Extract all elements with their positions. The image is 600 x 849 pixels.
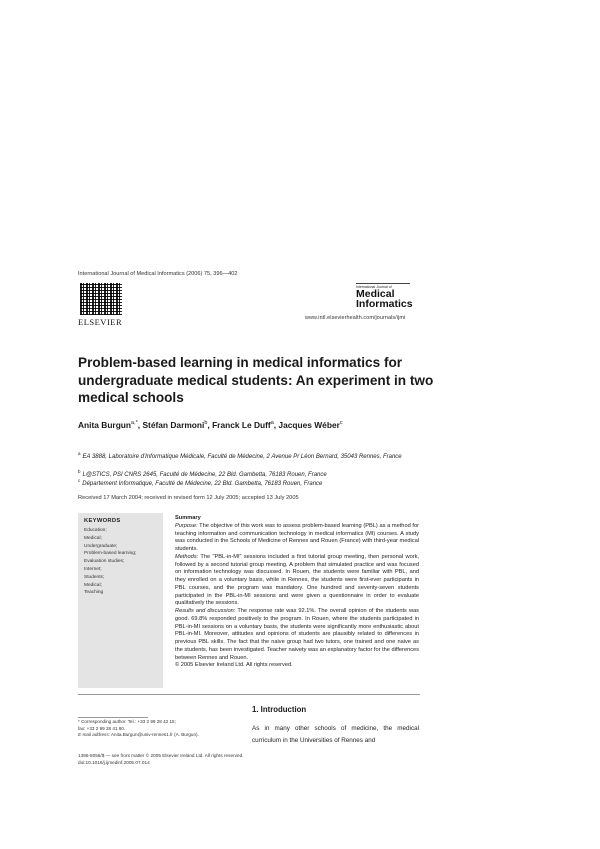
affiliation-marker: a <box>78 451 81 456</box>
summary-results <box>175 608 419 662</box>
keyword-item: Evaluation studies; <box>84 559 125 565</box>
author-name: Stéfan Darmoni <box>142 420 205 430</box>
journal-logo-rule <box>356 283 410 284</box>
results-text: The response rate was 92.1%. The overall opinion of the students was good. 69.8% responded positively to the program. In Rouen, where the students participated in PBL-in-MI sessions on a voluntary basis, the students were significantly more enthusiastic about PBL-in-MI. Moreover, attitudes and opinions of students are plausibly related to differences in previous PBL skills. The fact that the naive group had two tutors, one trained and one naive as the students, has been investigated. Teacher naivety was an explanatory factor for the differences between Rennes and Rouen. <box>175 608 419 661</box>
author-separator: , <box>273 420 279 430</box>
issn-doi <box>78 752 244 766</box>
methods-text: The "PBL-in-MI" sessions included a first tutorial group meeting, then personal work, followed by a second tutorial group meeting. A problem that simulated practice and was focused on information technology was discussed. In Rouen, the students were familiar with PBL, and they enrolled on a voluntary basis, while in Rennes, the students were first-ever participants in PBL courses, and the program was mandatory. One hundred and seventy-seven students participated in the PBL-in-MI sessions and were given a questionnaire in order to evaluate qualitatively the sessions. <box>175 553 419 607</box>
purpose-text: The objective of this work was to assess problem-based learning (PBL) as a method for teaching information and communication technology in medical informatics (MI) courses. A study was conducted in the Schools of Medicine of Rennes and Rouen (France) with third-year medical students. <box>175 522 419 552</box>
summary-methods <box>175 554 419 608</box>
purpose-label: Purpose: <box>175 522 198 529</box>
keyword-item: Undergraduate; <box>84 543 118 549</box>
results-label: Results and discussion: <box>175 608 236 614</box>
summary-copyright: © 2005 Elsevier Ireland Ltd. All rights reserved. <box>175 662 293 669</box>
summary-divider <box>78 694 420 695</box>
keyword-item: Education; <box>84 528 107 533</box>
email-label: E-mail address: <box>78 732 110 738</box>
email-link[interactable]: Anita.Burgun@univ-rennes1.fr (A. Burgun). <box>109 732 199 738</box>
author-marker[interactable]: a <box>270 420 274 427</box>
elsevier-tree-icon <box>80 283 122 315</box>
issn-line: 1386-5056/$ — see front matter © 2005 Elsevier Ireland Ltd. All rights reserved. <box>78 753 244 758</box>
journal-citation: International Journal of Medical Informatics (2006) 75, 396—402 <box>78 271 238 277</box>
author-separator: , <box>137 420 143 430</box>
elsevier-logo <box>78 283 124 327</box>
article-title: Problem-based learning in medical informatics for undergraduate medical students: An experiment in two medical schools <box>78 355 434 405</box>
affiliation <box>78 449 428 462</box>
author-name: Anita Burgun <box>78 420 132 430</box>
author-list <box>78 420 343 430</box>
affiliation-text: EA 3888, Laboratoire d'Informatique Médicale, Faculté de Médecine, 2 Avenue Pr Léon Bernard, 35043 Rennes, France <box>82 454 402 460</box>
keyword-item: Students; <box>84 574 105 580</box>
section-heading-introduction: 1. Introduction <box>252 705 307 714</box>
journal-logo-title-2: Informatics <box>356 298 413 310</box>
author-marker[interactable]: b <box>204 420 208 427</box>
footnote-corresponding: * Corresponding author. Tel.: +33 2 99 28 42 15; <box>78 719 176 724</box>
keywords-box <box>78 513 163 688</box>
keyword-item: Medical; <box>84 535 102 541</box>
journal-logo <box>305 283 417 321</box>
affiliation-marker: c <box>78 478 81 483</box>
elsevier-wordmark: ELSEVIER <box>78 317 123 327</box>
keyword-item: Medical; <box>84 582 102 588</box>
received-dates: Received 17 March 2004; received in revised form 12 July 2005; accepted 13 July 2005 <box>78 495 299 501</box>
summary-heading: Summary <box>175 515 201 521</box>
footnote-divider <box>78 717 148 718</box>
author-separator: , <box>207 420 213 430</box>
author-marker[interactable]: c <box>339 420 343 427</box>
affiliation-marker: b <box>78 469 81 474</box>
corresponding-footnote <box>78 719 238 739</box>
affiliation-text: L@STICS, PSI CNRS 2645, Faculté de Médecine, 22 Bld. Gambetta, 76183 Rouen, France <box>82 472 327 478</box>
footnote-fax: fax: +33 2 99 28 41 60. <box>78 725 126 731</box>
affiliation-text: Département Informatique, Faculté de Médecine, 22 Bld. Gambetta, 76183 Rouen, France <box>82 481 323 487</box>
summary-abstract <box>175 515 419 670</box>
author-marker[interactable]: a,* <box>131 420 138 427</box>
keywords-list <box>84 527 136 597</box>
introduction-paragraph: As in many other schools of medicine, the medical curriculum in the Universities of Rennes and <box>252 725 419 744</box>
author-name: Franck Le Duff <box>212 420 271 430</box>
methods-label: Methods: <box>175 553 199 560</box>
journal-url[interactable]: www.intl.elsevierhealth.com/journals/ijmi <box>305 315 406 321</box>
summary-purpose <box>175 523 419 554</box>
journal-logo-small: International Journal of <box>356 285 392 289</box>
journal-logo-title-1: Medical <box>356 288 395 300</box>
affiliation <box>78 476 428 489</box>
doi-link[interactable]: doi:10.1016/j.ijmedinf.2005.07.014 <box>78 760 150 765</box>
footnote-email <box>78 732 238 739</box>
keywords-heading: KEYWORDS <box>84 518 121 524</box>
keyword-item: Teaching <box>84 590 104 596</box>
author-name: Jacques Wéber <box>278 420 340 430</box>
keyword-item: Problem-based learning; <box>84 551 137 557</box>
keyword-item: Internet; <box>84 566 102 572</box>
